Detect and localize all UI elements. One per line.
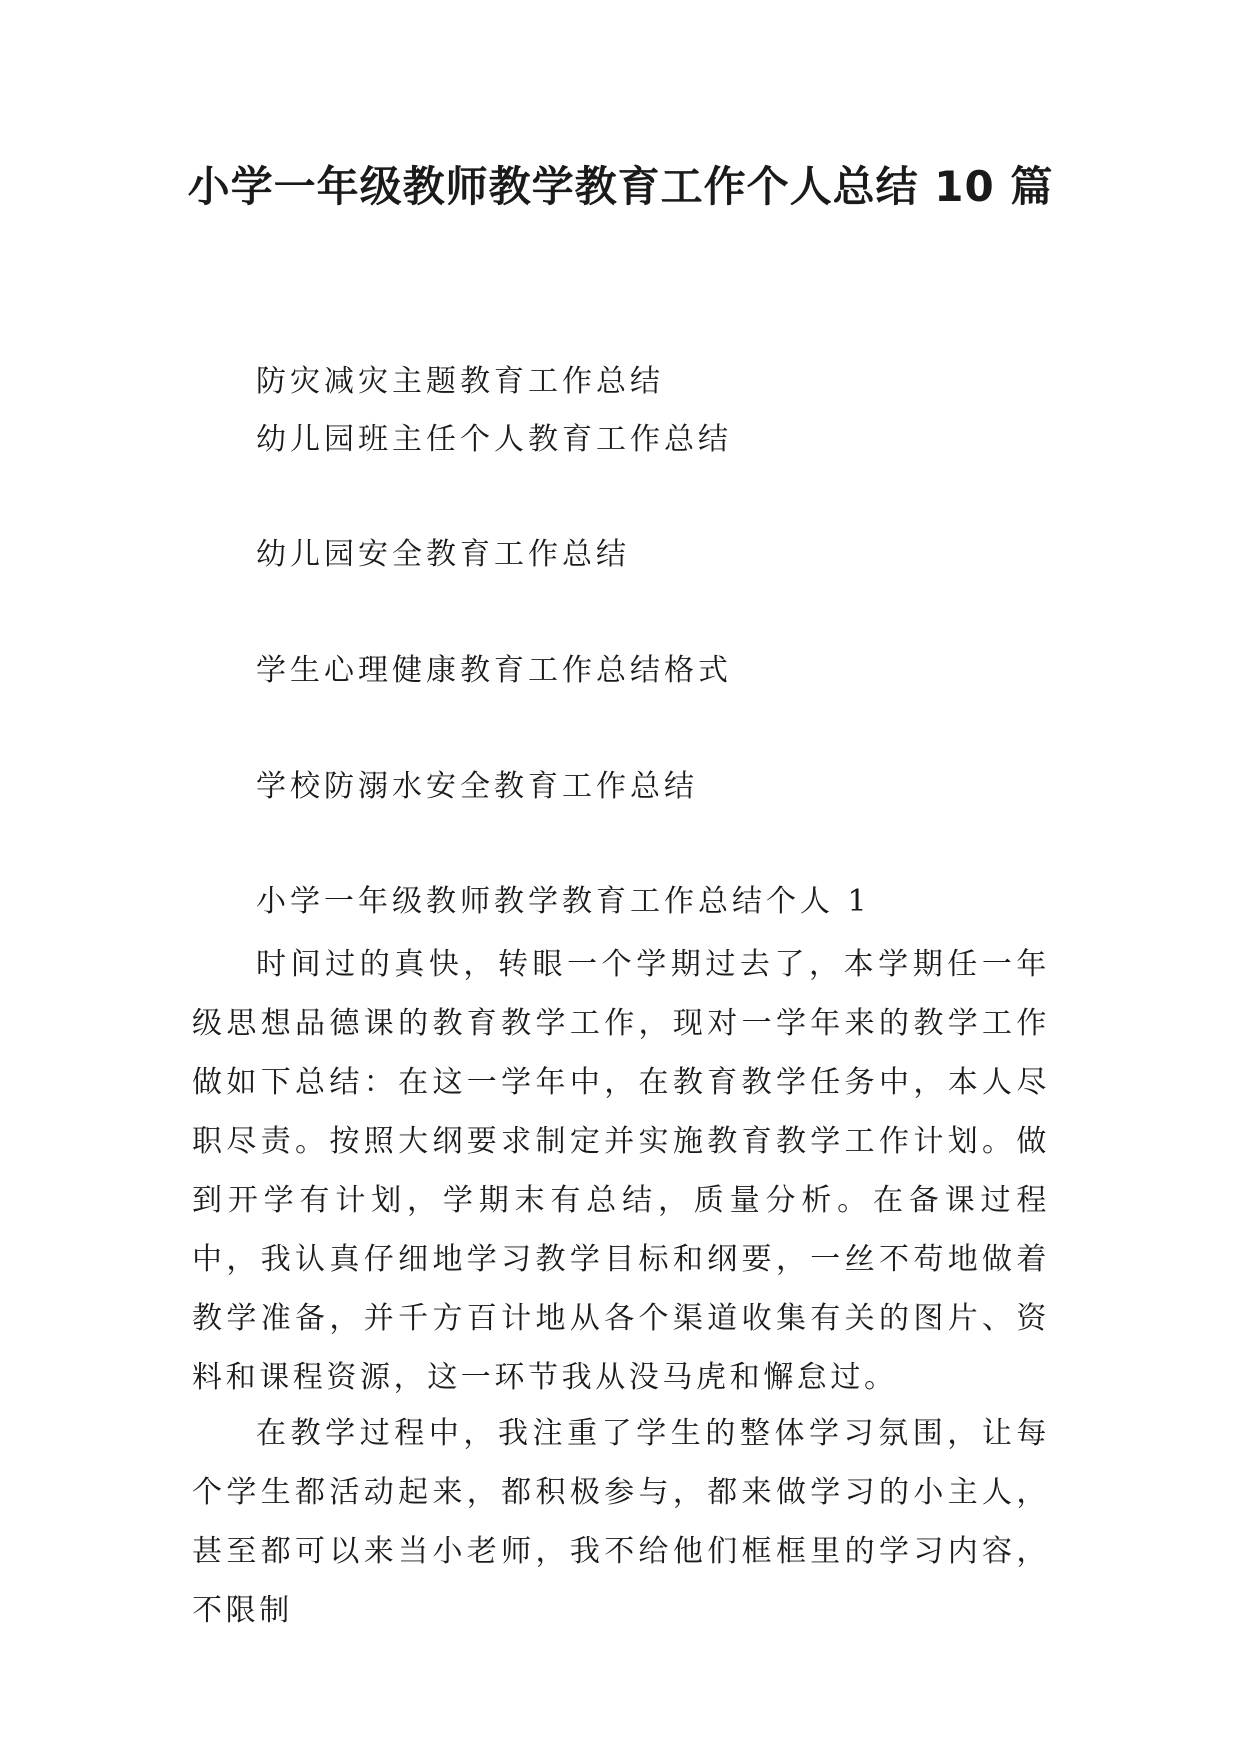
toc-item: 学生心理健康教育工作总结格式	[256, 653, 732, 688]
toc-item: 幼儿园安全教育工作总结	[256, 537, 630, 572]
body-paragraph: 时间过的真快，转眼一个学期过去了，本学期任一年级思想品德课的教育教学工作，现对一学年来的教学工作做如下总结：在这一学年中，在教育教学任务中，本人尽职尽责。按照大纲要求制定并实施教育教学工作计划。做到开学有计划，学期末有总结，质量分析。在备课过程中，我认真仔细地学习教学目标和纲要，一丝不苟地做着教学准备，并千方百计地从各个渠道收集有关的图片、资料和课程资源，这一环节我从没马虎和懈怠过。	[192, 947, 1050, 1395]
toc-item: 学校防溺水安全教育工作总结	[256, 769, 698, 804]
toc-item: 幼儿园班主任个人教育工作总结	[256, 422, 732, 457]
toc-item: 防灾减灾主题教育工作总结	[256, 364, 664, 399]
document-title: 小学一年级教师教学教育工作个人总结 10 篇	[187, 162, 1054, 211]
section-heading: 小学一年级教师教学教育工作总结个人 1	[256, 884, 871, 919]
body-paragraph: 在教学过程中，我注重了学生的整体学习氛围，让每个学生都活动起来，都积极参与，都来做学习的小主人，甚至都可以来当小老师，我不给他们框框里的学习内容，不限制	[192, 1416, 1050, 1628]
